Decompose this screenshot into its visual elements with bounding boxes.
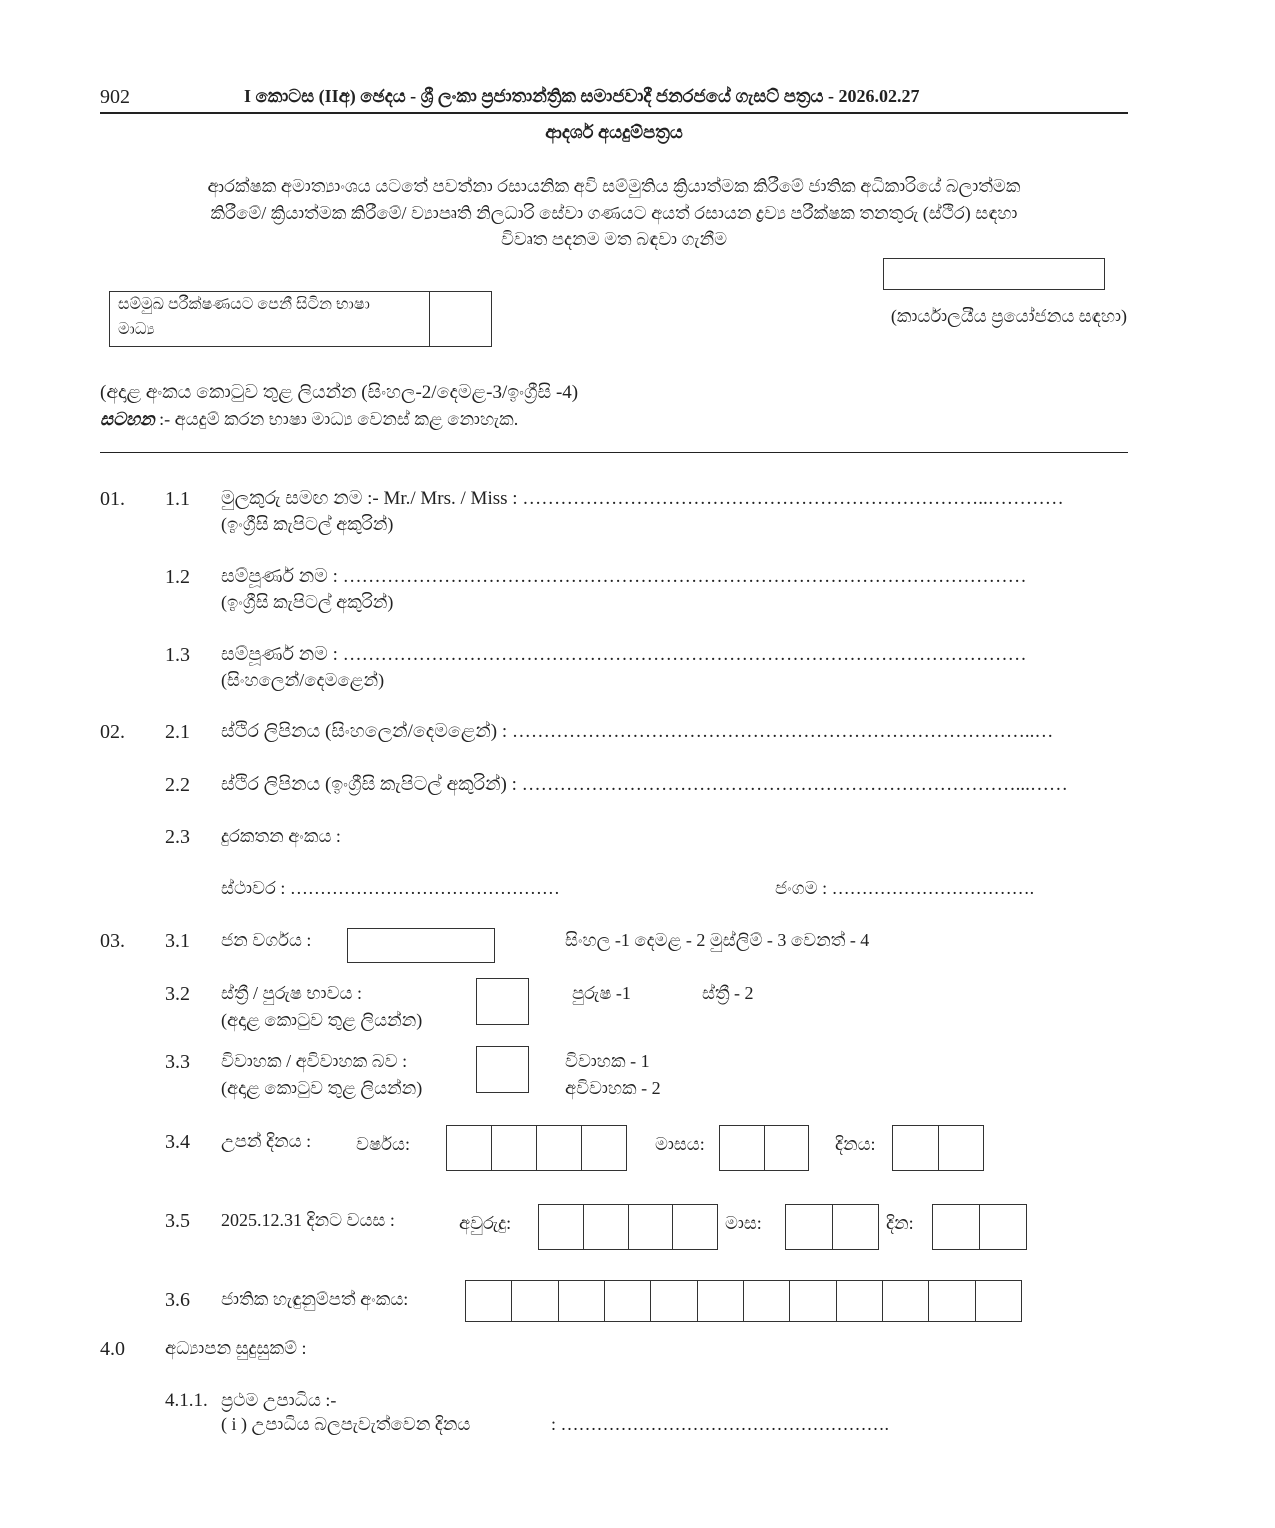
field-3-5-number: 3.5	[165, 1210, 190, 1232]
marital-option-married: විවාහක - 1	[565, 1051, 650, 1071]
nic-number-cells[interactable]	[465, 1280, 1022, 1322]
field-1-3-number: 1.3	[165, 644, 190, 666]
age-days-cells[interactable]	[932, 1204, 1027, 1250]
field-2-3-number: 2.3	[165, 826, 190, 848]
marital-option-unmarried: අවිවාහක - 2	[565, 1078, 661, 1098]
field-3-6-number: 3.6	[165, 1289, 190, 1311]
section-4-0-number: 4.0	[100, 1338, 125, 1360]
field-1-2-sublabel: (ඉංග්‍රීසි කැපිටල් අකුරින්)	[221, 592, 394, 612]
section-02-number: 02.	[100, 721, 125, 743]
field-1-2-number: 1.2	[165, 566, 190, 588]
field-1-1-number: 1.1	[165, 488, 190, 510]
birth-day-cells[interactable]	[892, 1125, 984, 1171]
language-medium-label-line-2: මාධ්‍ය	[118, 321, 155, 338]
field-3-3-sublabel: (අදාළ කොටුව තුළ ලියන්න)	[221, 1078, 423, 1098]
age-years-cells[interactable]	[538, 1204, 718, 1250]
language-medium-input-box[interactable]	[429, 291, 491, 347]
section-01-number: 01.	[100, 488, 125, 510]
marital-status-input-box[interactable]	[476, 1046, 529, 1093]
language-instruction: (අදාළ අංකය කොටුව තුළ ලියන්න (සිංහල-2/දෙමළ-3/ඉංග්‍රීසි -4)	[100, 382, 579, 403]
field-3-5-label: 2025.12.31 දිනට වයස :	[221, 1210, 395, 1230]
field-3-4-number: 3.4	[165, 1131, 190, 1153]
age-months-cells[interactable]	[785, 1204, 879, 1250]
field-3-2-sublabel: (අදාළ කොටුව තුළ ලියන්න)	[221, 1010, 423, 1030]
age-days-label: දින:	[886, 1213, 914, 1233]
field-4-1-1-number: 4.1.1.	[165, 1390, 208, 1411]
field-3-2-number: 3.2	[165, 983, 190, 1005]
section-divider	[100, 452, 1128, 453]
field-1-3-label[interactable]: සම්පූර්ණ නම : ………………………………………………………………………………………………	[221, 644, 1027, 665]
field-3-3-number: 3.3	[165, 1051, 190, 1073]
section-03-number: 03.	[100, 930, 125, 952]
field-3-1-label: ජන වර්ගය :	[221, 930, 312, 950]
language-medium-table	[109, 291, 492, 347]
page-number: 902	[100, 86, 130, 108]
field-2-2-number: 2.2	[165, 774, 190, 796]
education-qualifications-label: අධ්‍යාපන සුදුසුකම් :	[165, 1338, 307, 1358]
description-line-1: ආරක්ෂක අමාත්‍යාංශය යටතේ පවත්නා රසායනික අවි සම්මුතිය ක්‍රියාත්මක කිරීමේ ජාතික අධිකාරියේ බලාත්මක	[207, 176, 1021, 196]
degree-effective-date-field[interactable]: : ……………………………………………….	[551, 1414, 890, 1434]
ethnicity-input-box[interactable]	[347, 928, 495, 963]
gender-option-male: පුරුෂ -1	[572, 983, 631, 1003]
birth-month-cells[interactable]	[719, 1125, 809, 1171]
note-text: :- අයදුම් කරන භාෂා මාධ්‍ය වෙනස් කළ නොහැක.	[154, 409, 519, 429]
birth-day-label: දිනය:	[835, 1134, 876, 1154]
description-line-3: විවෘත පදනම මත බඳවා ගැනීම	[500, 229, 728, 249]
field-3-6-label: ජාතික හැඳුනුම්පත් අංකය:	[221, 1289, 409, 1309]
office-use-box[interactable]	[883, 258, 1105, 290]
field-2-3-label: දුරකතන අංකය :	[221, 826, 341, 846]
gender-option-female: ස්ත්‍රී - 2	[702, 983, 754, 1003]
field-2-1-number: 2.1	[165, 721, 190, 743]
field-1-1-sublabel: (ඉංග්‍රීසි කැපිටල් අකුරින්)	[221, 514, 394, 534]
age-months-label: මාස:	[725, 1213, 762, 1233]
field-2-2-label[interactable]: ස්ථිර ලිපිනය (ඉංග්‍රීසි කැපිටල් අකුරින්) : ……………………………………………………………………...……	[221, 774, 1068, 795]
field-1-2-label[interactable]: සම්පූර්ණ නම : ………………………………………………………………………………………………	[221, 566, 1027, 587]
degree-effective-date-label: ( i ) උපාධිය බලපැවැත්වෙන දිනය	[221, 1414, 471, 1434]
field-3-2-label: ස්ත්‍රී / පුරුෂ භාවය :	[221, 983, 362, 1003]
fixed-phone-field[interactable]: ස්ථාවර : ………………………………………	[221, 878, 560, 898]
field-1-1-label[interactable]: මුලකුරු සමඟ නම :- Mr./ Mrs. / Miss : ………………………………………………………………..…………	[221, 488, 1064, 509]
birth-year-label: වර්ෂය:	[356, 1134, 410, 1154]
note-label: සටහන	[100, 409, 155, 429]
field-3-4-label: උපන් දිනය :	[221, 1131, 312, 1151]
office-use-label: (කාර්යාලයීය ප්‍රයෝජනය සඳහා)	[890, 306, 1127, 326]
birth-year-cells[interactable]	[446, 1125, 627, 1171]
field-3-3-label: විවාහක / අවිවාහක බව :	[221, 1051, 408, 1071]
age-years-label: අවුරුදු:	[459, 1213, 512, 1233]
header-rule	[100, 112, 1128, 114]
gazette-header-title: I කොටස (IIඅ) ඡෙදය - ශ්‍රී ලංකා ප්‍රජාතාන්ත්‍රික සමාජවාදී ජනරජයේ ගැසට් පත්‍රය - 2026.02.27	[244, 86, 920, 106]
field-1-3-sublabel: (සිංහලෙන්/දෙමළෙන්)	[221, 670, 385, 690]
mobile-phone-field[interactable]: ජංගම : …………………………….	[775, 878, 1035, 898]
field-3-1-number: 3.1	[165, 930, 190, 952]
field-2-1-label[interactable]: ස්ථිර ලිපිනය (සිංහලෙන්/දෙමළෙන්) : ………………………………………………………………………..…	[221, 721, 1054, 742]
note-line	[100, 409, 518, 430]
form-title: ආදර්ශ අයදුම්පත්‍රය	[545, 122, 683, 142]
ethnicity-options: සිංහල -1 දෙමළ - 2 මුස්ලිම් - 3 වෙනත් - 4	[565, 930, 870, 950]
description-line-2: කිරීමේ/ ක්‍රියාත්මක කිරීමේ/ ව්‍යාපෘති නිලධාරි සේවා ගණයට අයත් රසායන ද්‍රව්‍ය පරීක්ෂක තනතුරු (ස්ථිර) සඳහා	[210, 203, 1018, 223]
language-medium-label-line-1: සම්මුඛ පරීක්ෂණයට පෙනී සිටින භාෂා	[118, 296, 370, 313]
birth-month-label: මාසය:	[655, 1134, 705, 1154]
first-degree-label: ප්‍රථම උපාධිය :-	[221, 1390, 337, 1410]
gender-input-box[interactable]	[476, 978, 529, 1025]
